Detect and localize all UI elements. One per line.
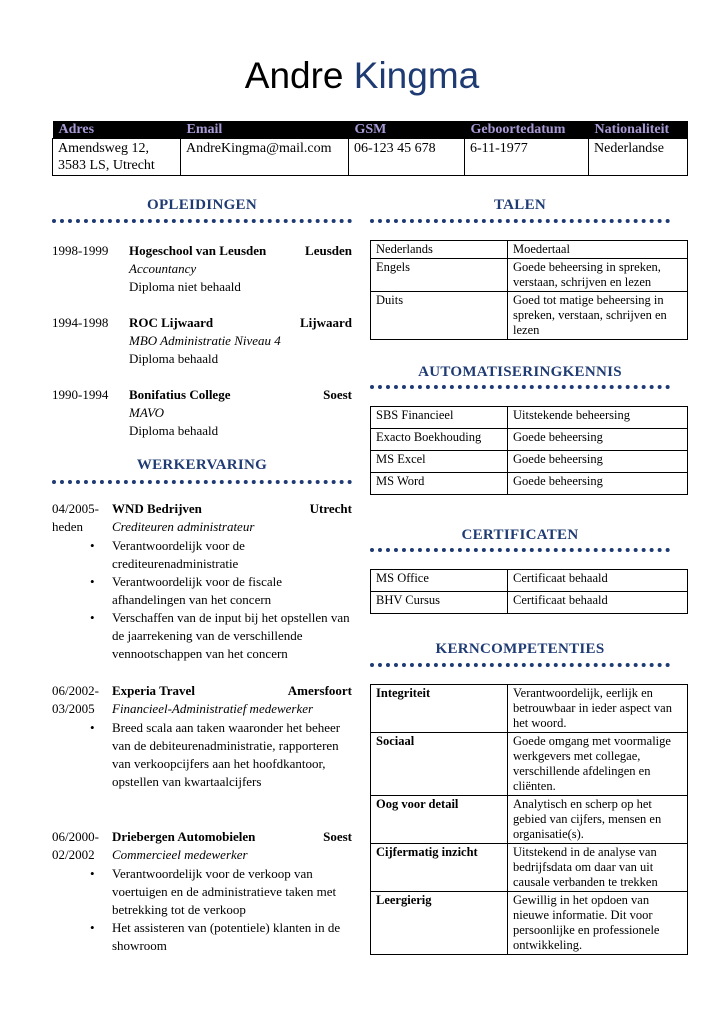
address-line2: 3583 LS, Utrecht (58, 158, 155, 173)
table-row (371, 892, 688, 955)
language-level: Goed tot matige beheersing in spreken, verstaan, schrijven en lezen (508, 292, 688, 340)
experience-date-start: 04/2005- (52, 501, 99, 516)
language-name: Nederlands (371, 241, 508, 259)
education-study: MBO Administratie Niveau 4 (129, 333, 281, 348)
header-gsm: GSM (349, 121, 465, 139)
languages-table (370, 240, 688, 340)
task-item: • Verschaffen van de input bij het opstellen van de jaarrekening van de verschillende vennootschappen van het concern (90, 610, 350, 661)
education-school: Hogeschool van Leusden (129, 243, 267, 258)
experience-role: Financieel-Administratief medewerker (112, 701, 314, 716)
address-line1: Amendsweg 12, (58, 141, 149, 156)
table-row (371, 570, 688, 592)
it-divider (370, 385, 670, 389)
table-row (371, 685, 688, 733)
education-study: MAVO (129, 405, 165, 420)
education-school: ROC Lijwaard (129, 315, 214, 330)
competence-name: Sociaal (371, 733, 508, 796)
certificate-status: Certificaat behaald (508, 592, 688, 614)
education-years: 1994-1998 (52, 315, 109, 330)
table-row (371, 796, 688, 844)
task-item: • Verantwoordelijk voor de crediteurenadministratie (90, 538, 245, 571)
education-city: Leusden (305, 243, 352, 258)
experience-tasks (90, 719, 352, 791)
certificate-name: MS Office (371, 570, 508, 592)
experience-city: Soest (323, 829, 352, 844)
last-name: Kingma (353, 55, 480, 96)
bullet-icon: • (90, 720, 95, 735)
email-value: AndreKingma@mail.com (181, 139, 349, 176)
certificates-heading: CERTIFICATEN (461, 527, 579, 543)
certificate-name: BHV Cursus (371, 592, 508, 614)
language-level: Moedertaal (508, 241, 688, 259)
language-name: Duits (371, 292, 508, 340)
competences-table (370, 684, 688, 955)
experience-date-end: 02/2002 (52, 847, 95, 862)
it-skill-level: Goede beheersing (508, 473, 688, 495)
language-name: Engels (371, 259, 508, 292)
education-divider (52, 219, 352, 223)
experience-date-end: 03/2005 (52, 701, 95, 716)
table-row (371, 259, 688, 292)
table-row (371, 473, 688, 495)
education-city: Soest (323, 387, 352, 402)
it-skill-name: SBS Financieel (371, 407, 508, 429)
header-nationality: Nationaliteit (589, 121, 688, 139)
gsm-value: 06-123 45 678 (349, 139, 465, 176)
education-school: Bonifatius College (129, 387, 231, 402)
education-status: Diploma niet behaald (129, 279, 241, 294)
candidate-name (0, 52, 724, 100)
education-status: Diploma behaald (129, 423, 219, 438)
competence-desc: Analytisch en scherp op het gebied van cijfers, mensen en organisatie(s). (508, 796, 688, 844)
it-skill-level: Uitstekende beheersing (508, 407, 688, 429)
experience-city: Amersfoort (287, 683, 352, 698)
it-skills-table (370, 406, 688, 495)
bullet-icon: • (90, 610, 95, 625)
education-years: 1990-1994 (52, 387, 109, 402)
table-row (371, 407, 688, 429)
competence-desc: Goede omgang met voormalige werkgevers met collegae, verschillende afdelingen en cliënten. (508, 733, 688, 796)
experience-heading: WERKERVARING (136, 457, 268, 473)
competence-name: Oog voor detail (371, 796, 508, 844)
personal-info-table (52, 121, 688, 176)
table-row (371, 241, 688, 259)
certificates-divider (370, 548, 670, 552)
it-skill-name: MS Word (371, 473, 508, 495)
competence-name: Cijfermatig inzicht (371, 844, 508, 892)
task-item: • Verantwoordelijk voor de verkoop van voertuigen en de administratieve taken met betrekking tot de verkoop (90, 866, 337, 917)
it-skill-level: Goede beheersing (508, 451, 688, 473)
table-row (371, 292, 688, 340)
language-level: Goede beheersing in spreken, verstaan, schrijven en lezen (508, 259, 688, 292)
experience-date-start: 06/2000- (52, 829, 99, 844)
certificate-status: Certificaat behaald (508, 570, 688, 592)
education-years: 1998-1999 (52, 243, 109, 258)
languages-divider (370, 219, 670, 223)
experience-divider (52, 480, 352, 484)
competence-desc: Uitstekend in de analyse van bedrijfsdata om daar van uit causale verbanden te trekken (508, 844, 688, 892)
nationality-value: Nederlandse (589, 139, 688, 176)
competence-name: Leergierig (371, 892, 508, 955)
table-row (371, 592, 688, 614)
bullet-icon: • (90, 574, 95, 589)
education-heading: OPLEIDINGEN (147, 197, 257, 213)
competence-desc: Verantwoordelijk, eerlijk en betrouwbaar in ieder aspect van het woord. (508, 685, 688, 733)
table-row (371, 733, 688, 796)
bullet-icon: • (90, 920, 95, 935)
education-city: Lijwaard (300, 315, 352, 330)
task-item: • Breed scala aan taken waaronder het beheer van de debiteurenadministratie, rapporteren van verkoopcijfers aan het hoofdkantoor, opstellen van kwartaalcijfers (90, 720, 341, 789)
it-heading: AUTOMATISERINGKENNIS (418, 364, 622, 380)
header-birthdate: Geboortedatum (465, 121, 589, 139)
table-row (371, 844, 688, 892)
experience-company: WND Bedrijven (112, 501, 202, 516)
it-skill-name: Exacto Boekhouding (371, 429, 508, 451)
languages-heading: TALEN (493, 197, 547, 213)
it-skill-name: MS Excel (371, 451, 508, 473)
address-value (53, 139, 181, 176)
task-item: • Verantwoordelijk voor de fiscale afhandelingen van het concern (90, 574, 283, 607)
competence-name: Integriteit (371, 685, 508, 733)
experience-city: Utrecht (309, 501, 352, 516)
header-address: Adres (53, 121, 181, 139)
bullet-icon: • (90, 538, 95, 553)
certificates-table (370, 569, 688, 614)
experience-company: Experia Travel (112, 683, 195, 698)
first-name: Andre (244, 55, 344, 96)
education-status: Diploma behaald (129, 351, 219, 366)
competences-divider (370, 663, 670, 667)
experience-role: Crediteuren administrateur (112, 519, 255, 534)
experience-date-start: 06/2002- (52, 683, 99, 698)
competence-desc: Gewillig in het opdoen van nieuwe informatie. Dit voor persoonlijke en professionele ontwikkeling. (508, 892, 688, 955)
birthdate-value: 6-11-1977 (465, 139, 589, 176)
experience-tasks (90, 865, 352, 955)
education-study: Accountancy (129, 261, 197, 276)
experience-date-end: heden (52, 519, 84, 534)
table-row (371, 451, 688, 473)
it-skill-level: Goede beheersing (508, 429, 688, 451)
task-item: • Het assisteren van (potentiele) klanten in de showroom (90, 920, 341, 953)
experience-company: Driebergen Automobielen (112, 829, 256, 844)
experience-tasks (90, 537, 352, 663)
experience-role: Commercieel medewerker (112, 847, 248, 862)
bullet-icon: • (90, 866, 95, 881)
competences-heading: KERNCOMPETENTIES (435, 641, 605, 657)
table-row (371, 429, 688, 451)
header-email: Email (181, 121, 349, 139)
